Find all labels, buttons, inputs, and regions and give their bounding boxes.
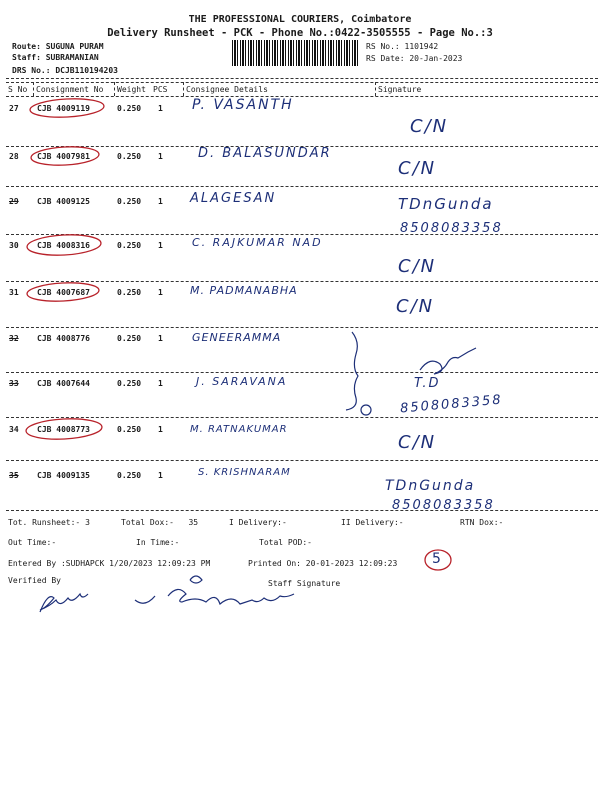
circle-mark — [31, 145, 100, 167]
row-sno: 27 — [9, 104, 19, 113]
row-consignment: CJB 4007644 — [37, 379, 90, 388]
row-signature: C/N — [396, 296, 435, 317]
row-consignee: S. KRISHNARAM — [198, 467, 291, 478]
row-weight: 0.250 — [117, 152, 142, 161]
row-pcs: 1 — [158, 104, 163, 113]
drs-value: DCJB110194203 — [55, 66, 118, 75]
row-consignment: CJB 4008776 — [37, 334, 90, 343]
staff-signature — [135, 589, 294, 604]
row-weight: 0.250 — [117, 334, 142, 343]
staff-signature-loop — [190, 576, 202, 583]
circle-mark — [30, 97, 105, 119]
row-weight: 0.250 — [117, 288, 142, 297]
row-pcs: 1 — [158, 241, 163, 250]
staff-signature-label: Staff Signature — [268, 579, 341, 588]
row-signature: C/N — [398, 158, 437, 179]
total-dox-value: 35 — [188, 518, 199, 527]
row-phone: 8508083358 — [392, 498, 495, 513]
verified-signature — [40, 594, 88, 612]
row-sno: 34 — [9, 425, 19, 434]
row-sno: 29 — [9, 197, 19, 206]
company-name: THE PROFESSIONAL COURIERS, Coimbatore — [188, 14, 412, 25]
row-signature: TDnGunda — [385, 478, 476, 494]
row-consignee: M. RATNAKUMAR — [190, 424, 288, 435]
row-consignment: CJB 4008773 — [37, 425, 90, 434]
row-weight: 0.250 — [117, 379, 142, 388]
col-signature: Signature — [378, 85, 422, 94]
row-sno: 33 — [9, 379, 19, 388]
row-consignee: D. BALASUNDAR — [198, 146, 332, 161]
row-phone: 8508083358 — [399, 392, 504, 417]
row-weight: 0.250 — [117, 425, 142, 434]
col-weight: Weight — [117, 85, 146, 94]
row-pcs: 1 — [158, 334, 163, 343]
row-weight: 0.250 — [117, 104, 142, 113]
row-sno: 32 — [9, 334, 19, 343]
row-signature: C/N — [398, 432, 437, 453]
row-pcs: 1 — [158, 197, 163, 206]
row-weight: 0.250 — [117, 471, 142, 480]
col-sno: S No — [8, 85, 28, 94]
i-delivery: I Delivery:- — [229, 518, 287, 527]
row-consignment: CJB 4009135 — [37, 471, 90, 480]
row-sno: 28 — [9, 152, 19, 161]
rs-date: RS Date: 20-Jan-2023 — [366, 54, 463, 63]
row-pcs: 1 — [158, 471, 163, 480]
staff-label: Staff: SUBRAMANIAN — [12, 53, 99, 62]
col-consignment: Consignment No — [36, 85, 104, 94]
circle-mark — [361, 405, 371, 415]
row-consignee: M. PADMANABHA — [190, 284, 298, 297]
in-time: In Time:- — [136, 538, 180, 547]
col-consignee: Consignee Details — [186, 85, 268, 94]
count-circle — [425, 550, 451, 570]
row-consignment: CJB 4007687 — [37, 288, 90, 297]
row-pcs: 1 — [158, 152, 163, 161]
row-consignment: CJB 4009125 — [37, 197, 90, 206]
rtn-dox: RTN Dox:- — [460, 518, 504, 527]
row-consignee: C. RAJKUMAR NAD — [192, 236, 323, 249]
row-sno: 35 — [9, 471, 19, 480]
out-time: Out Time:- — [8, 538, 57, 547]
drs-label: DRS No.: — [12, 66, 51, 75]
signature-mark — [420, 348, 476, 374]
row-consignee: ALAGESAN — [190, 191, 277, 206]
row-signature: TDnGunda — [398, 195, 494, 213]
row-sno: 30 — [9, 241, 19, 250]
verified-by: Verified By — [8, 576, 61, 585]
row-consignee: J. SARAVANA — [196, 375, 288, 388]
row-signature: C/N — [410, 116, 449, 137]
row-consignee: P. VASANTH — [192, 97, 294, 113]
printed-on: Printed On: 20-01-2023 12:09:23 — [248, 559, 398, 568]
total-pod: Total POD:- — [259, 538, 312, 547]
col-pcs: PCS — [153, 85, 168, 94]
circle-mark — [26, 417, 103, 441]
row-phone: 8508083358 — [400, 221, 503, 236]
row-signature-mark: T.D — [414, 376, 441, 391]
circled-count: 5 — [432, 551, 443, 567]
row-sno: 31 — [9, 288, 19, 297]
row-consignment: CJB 4008316 — [37, 241, 90, 250]
row-pcs: 1 — [158, 379, 163, 388]
row-weight: 0.250 — [117, 241, 142, 250]
tot-runsheet: Tot. Runsheet:- 3 — [8, 518, 90, 527]
circle-mark — [27, 281, 100, 303]
entered-by: Entered By :SUDHAPCK 1/20/2023 12:09:23 PM — [8, 559, 211, 568]
circle-mark — [27, 233, 102, 257]
row-consignee: GENEERAMMA — [192, 331, 282, 344]
route-label: Route: SUGUNA PURAM — [12, 42, 104, 51]
row-pcs: 1 — [158, 425, 163, 434]
runsheet-title: Delivery Runsheet - PCK - Phone No.:0422-3505555 - Page No.:3 — [107, 27, 493, 39]
ii-delivery: II Delivery:- — [341, 518, 404, 527]
row-consignment: CJB 4009119 — [37, 104, 90, 113]
row-signature: C/N — [398, 256, 437, 277]
brace-mark — [346, 332, 358, 410]
consignment-circles — [26, 97, 451, 570]
rs-number: RS No.: 1101942 — [366, 42, 439, 51]
row-consignment: CJB 4007981 — [37, 152, 90, 161]
row-weight: 0.250 — [117, 197, 142, 206]
row-pcs: 1 — [158, 288, 163, 297]
total-dox-label: Total Dox:- — [121, 518, 174, 527]
